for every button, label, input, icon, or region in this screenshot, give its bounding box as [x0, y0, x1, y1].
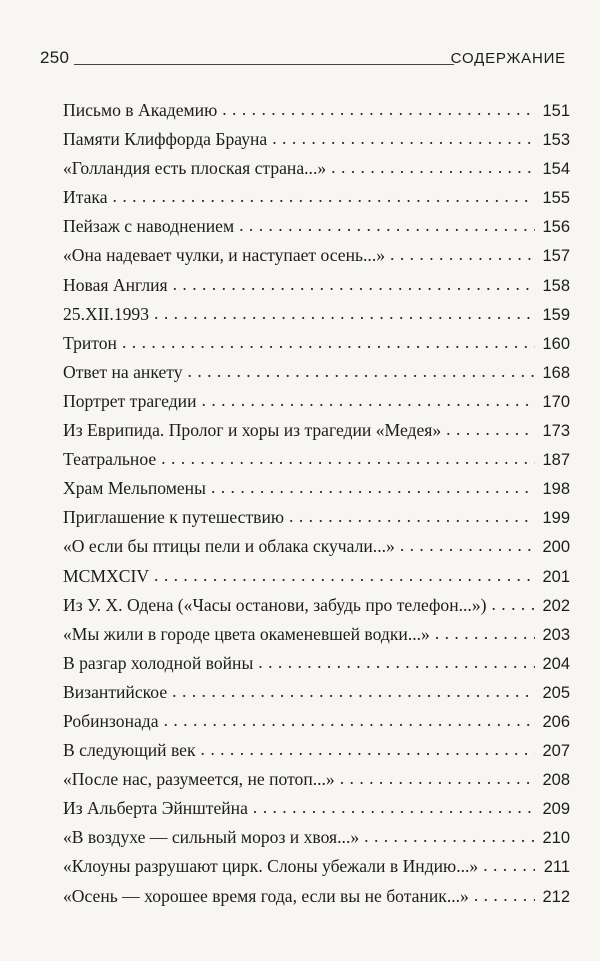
dot-leader [211, 473, 535, 502]
dot-leader [446, 415, 535, 444]
dot-leader [474, 881, 535, 910]
toc-entry-title: Из У. Х. Одена («Часы останови, забудь про телефон...») [63, 594, 487, 615]
toc-entry-page: 210 [542, 829, 570, 848]
dot-leader [172, 677, 535, 706]
toc-entry [63, 154, 570, 183]
toc-entry-title: «Голландия есть плоская страна...» [63, 158, 327, 179]
toc-entry-page: 160 [542, 334, 570, 353]
toc-entry [63, 416, 570, 445]
toc-entry-page: 153 [542, 131, 570, 150]
toc-entry-page: 170 [542, 392, 570, 411]
toc-entry [63, 649, 570, 678]
toc-entry-title: Пейзаж с наводнением [63, 216, 235, 237]
dot-leader [161, 444, 535, 473]
toc-entry [63, 620, 570, 649]
toc-entry-page: 212 [542, 887, 570, 906]
toc-entry-title: Приглашение к путешествию [63, 507, 285, 528]
toc-entry-title: Письмо в Академию [63, 100, 218, 120]
toc-entry-title: Храм Мельпомены [63, 478, 206, 499]
toc-entry [63, 474, 570, 503]
dot-leader [164, 706, 535, 735]
toc-entry-title: Памяти Клиффорда Брауна [63, 129, 268, 150]
toc-entry-page: 201 [542, 567, 570, 586]
toc-entry [63, 212, 570, 241]
dot-leader [188, 357, 535, 386]
toc-entry-page: 155 [542, 189, 570, 208]
dot-leader [289, 502, 535, 531]
toc-entry-page: 151 [542, 102, 570, 120]
toc-entry-page: 204 [542, 654, 570, 673]
toc-entry [63, 503, 570, 532]
section-title: СОДЕРЖАНИЕ [450, 50, 566, 67]
dot-leader [154, 299, 535, 328]
toc-entry-page: 198 [542, 480, 570, 499]
toc-entry-page: 209 [542, 800, 570, 819]
toc-entry [63, 591, 570, 620]
dot-leader [390, 240, 535, 269]
toc-entry-title: «Мы жили в городе цвета окаменевшей водки...» [63, 623, 430, 644]
dot-leader [253, 793, 535, 822]
toc-entry-title: «После нас, разумеется, не потоп...» [63, 769, 335, 790]
toc-entry [63, 882, 570, 911]
toc-entry-page: 168 [542, 363, 570, 382]
dot-leader [173, 270, 535, 299]
toc-entry-title: MCMXCIV [63, 565, 150, 586]
toc-entry-title: Робинзонада [63, 710, 159, 731]
toc-entry-page: 207 [542, 742, 570, 761]
page-number: 250 [40, 48, 70, 67]
toc-entry [63, 765, 570, 794]
toc-entry-page: 157 [542, 247, 570, 266]
dot-leader [272, 124, 535, 153]
toc-entry-title: Из Альберта Эйнштейна [63, 798, 248, 819]
toc-entry-title: «Она надевает чулки, и наступает осень...» [63, 245, 386, 266]
toc-entry-title: Театральное [63, 449, 157, 470]
toc-entry-title: «Клоуны разрушают цирк. Слоны убежали в Индию...» [63, 856, 479, 877]
toc-entry-page: 202 [542, 596, 570, 615]
dot-leader [331, 153, 535, 182]
toc-entry [63, 358, 570, 387]
toc-entry [63, 852, 570, 881]
toc-entry [63, 736, 570, 765]
dot-leader [400, 531, 535, 560]
dot-leader [239, 211, 535, 240]
toc-entry-title: Из Еврипида. Пролог и хоры из трагедии «Медея» [63, 420, 442, 441]
toc-entry-title: Новая Англия [63, 274, 168, 295]
toc-entry-title: «В воздухе — сильный мороз и хвоя...» [63, 827, 360, 848]
toc-entry-title: «Осень — хорошее время года, если вы не ботаник...» [63, 885, 469, 906]
toc-entry [63, 562, 570, 591]
toc-entry-title: В следующий век [63, 740, 196, 761]
toc-entry-page: 154 [542, 160, 570, 179]
toc-entry-page: 206 [542, 712, 570, 731]
toc-entry [63, 125, 570, 154]
toc-entry-page: 159 [542, 305, 570, 324]
running-header [40, 44, 566, 70]
dot-leader [122, 328, 535, 357]
dot-leader [258, 648, 535, 677]
toc-entry-page: 205 [542, 683, 570, 702]
toc-entry-title: 25.XII.1993 [63, 303, 150, 324]
toc-entry-page: 173 [542, 422, 570, 441]
toc-entry-title: В разгар холодной войны [63, 652, 254, 673]
toc-entry-title: Портрет трагедии [63, 390, 197, 411]
table-of-contents [63, 96, 570, 911]
toc-entry-page: 211 [543, 858, 570, 877]
toc-entry-title: Итака [63, 187, 108, 208]
toc-entry [63, 387, 570, 416]
toc-entry [63, 707, 570, 736]
dot-leader [492, 590, 536, 619]
toc-entry-title: Тритон [63, 332, 117, 353]
toc-entry [63, 300, 570, 329]
dot-leader [113, 182, 535, 211]
toc-entry [63, 823, 570, 852]
dot-leader [202, 386, 535, 415]
toc-entry [63, 241, 570, 270]
toc-entry [63, 794, 570, 823]
toc-entry-page: 199 [542, 509, 570, 528]
toc-entry [63, 678, 570, 707]
toc-entry-title: «О если бы птицы пели и облака скучали...» [63, 536, 395, 557]
dot-leader [435, 619, 535, 648]
toc-entry-page: 156 [542, 218, 570, 237]
toc-entry-title: Византийское [63, 681, 168, 702]
dot-leader [483, 851, 535, 880]
dot-leader [222, 95, 535, 124]
toc-entry-page: 203 [542, 625, 570, 644]
dot-leader [340, 764, 535, 793]
toc-entry-page: 200 [542, 538, 570, 557]
toc-entry [63, 183, 570, 212]
toc-entry-page: 158 [542, 276, 570, 295]
dot-leader [201, 735, 535, 764]
toc-entry [63, 271, 570, 300]
toc-entry-page: 208 [542, 771, 570, 790]
header-rule [74, 64, 454, 65]
toc-entry [63, 445, 570, 474]
toc-entry-title: Ответ на анкету [63, 361, 183, 382]
dot-leader [154, 561, 535, 590]
dot-leader [364, 822, 535, 851]
toc-entry [63, 329, 570, 358]
toc-entry [63, 96, 570, 125]
toc-entry [63, 532, 570, 561]
toc-entry-page: 187 [542, 451, 570, 470]
